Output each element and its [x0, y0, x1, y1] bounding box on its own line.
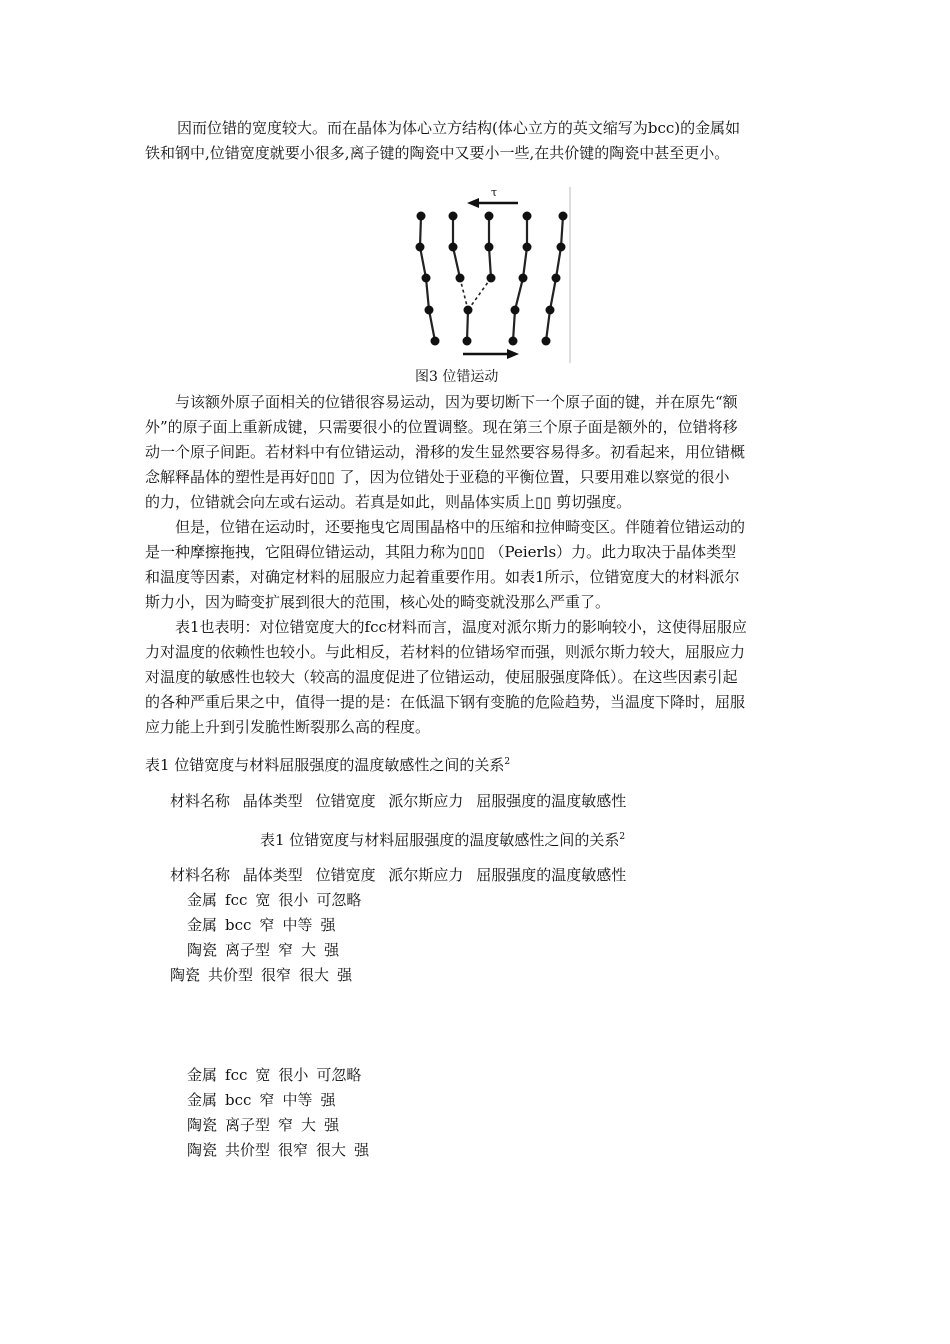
table-cell: 很大 [299, 966, 330, 984]
table-cell: 强 [324, 941, 340, 959]
shear-arrow-bottom [463, 349, 519, 359]
table-cell: 窄 [278, 941, 294, 959]
table-cell: 离子型 [225, 941, 271, 959]
table-cell: bcc [225, 916, 252, 934]
table-cell: 陶瓷 [170, 966, 201, 984]
table-cell: fcc [225, 1066, 248, 1084]
header-cell: 材料名称 [170, 792, 231, 810]
text-line: 是一种摩擦拖拽，它阻碍位错运动，其阻力称为▯▯▯ （Peierls）力。此力取决于晶体类型 [145, 543, 737, 561]
dislocation-figure [405, 185, 575, 365]
table-cell: 陶瓷 [187, 1141, 218, 1159]
table-row [187, 940, 339, 960]
table-cell: 强 [337, 966, 353, 984]
table-cell: 金属 [187, 891, 218, 909]
header-cell: 晶体类型 [242, 792, 303, 810]
table-row [187, 915, 335, 935]
text-line: 应力能上升到引发脆性断裂那么高的程度。 [145, 718, 431, 736]
table-cell: 强 [320, 1091, 336, 1109]
table-cell: 宽 [255, 891, 271, 909]
text-line: 铁和钢中,位错宽度就要小很多,离子键的陶瓷中又要小一些,在共价键的陶瓷中甚至更小。 [145, 144, 730, 162]
table-cell: 陶瓷 [187, 941, 218, 959]
table-title-text: 表1 位错宽度与材料屈服强度的温度敏感性之间的关系 [260, 831, 620, 849]
table-cell: 宽 [255, 1066, 271, 1084]
text-line: 的各种严重后果之中，值得一提的是：在低温下钢有变脆的危险趋势，当温度下降时，屈服 [145, 693, 746, 711]
table-header [170, 865, 626, 885]
table-row [170, 965, 352, 985]
header-cell: 派尔斯应力 [388, 866, 464, 884]
table-row [187, 1115, 339, 1135]
table-cell: 陶瓷 [187, 1116, 218, 1134]
table-title-centered [260, 830, 625, 850]
table-cell: 可忽略 [316, 1066, 362, 1084]
table-cell: 强 [320, 916, 336, 934]
table-cell: 离子型 [225, 1116, 271, 1134]
header-cell: 位错宽度 [315, 792, 376, 810]
table-cell: 中等 [282, 916, 313, 934]
header-cell: 位错宽度 [315, 866, 376, 884]
paragraph-3 [145, 515, 810, 615]
text-line: 但是，位错在运动时，还要拖曳它周围晶格中的压缩和拉伸畸变区。伴随着位错运动的 [175, 518, 746, 536]
table-cell: fcc [225, 891, 248, 909]
header-cell: 屈服强度的温度敏感性 [476, 792, 627, 810]
text-line: 念解释晶体的塑性是再好▯▯▯ 了，因为位错处于亚稳的平衡位置，只要用难以察觉的很小 [145, 468, 730, 486]
table-cell: 很窄 [278, 1141, 309, 1159]
table-cell: 大 [301, 1116, 317, 1134]
table-row [187, 1090, 335, 1110]
table-row [187, 1065, 361, 1085]
table-cell: 窄 [259, 916, 275, 934]
table-cell: 强 [354, 1141, 370, 1159]
text-line: 表1也表明：对位错宽度大的fcc材料而言，温度对派尔斯力的影响较小，这使得屈服应 [175, 618, 747, 636]
paragraph-1 [145, 116, 810, 166]
text-line: 动一个原子间距。若材料中有位错运动，滑移的发生显然要容易得多。初看起来，用位错概 [145, 443, 746, 461]
table-cell: 强 [324, 1116, 340, 1134]
text-line: 的力，位错就会向左或右运动。若真是如此，则晶体实质上▯▯ 剪切强度。 [145, 493, 632, 511]
text-line: 斯力小，因为畸变扩展到很大的范围，核心处的畸变就没那么严重了。 [145, 593, 611, 611]
table-cell: 金属 [187, 916, 218, 934]
text-line: 因而位错的宽度较大。而在晶体为体心立方结构(体心立方的英文缩写为bcc)的金属如 [177, 119, 741, 137]
text-line: 外”的原子面上重新成键，只需要很小的位置调整。现在第三个原子面是额外的，位错将移 [145, 418, 738, 436]
text-line: 与该额外原子面相关的位错很容易运动，因为要切断下一个原子面的键，并在原先“额 [175, 393, 738, 411]
shear-arrow-top [467, 198, 518, 208]
text-line: 力对温度的依赖性也较小。与此相反，若材料的位错场窄而强，则派尔斯力较大，屈服应力 [145, 643, 746, 661]
table-cell: 中等 [282, 1091, 313, 1109]
table-row [187, 890, 361, 910]
table-row [187, 1140, 369, 1160]
table-header [170, 791, 626, 811]
table-title-sup: 2 [619, 832, 626, 842]
figure-caption: 图3 位错运动 [415, 369, 499, 385]
header-cell: 派尔斯应力 [388, 792, 464, 810]
table-cell: 共价型 [208, 966, 254, 984]
paragraph-4 [145, 615, 810, 740]
table-title-sup: 2 [504, 757, 511, 767]
paragraph-2 [145, 390, 810, 515]
table-title-text: 表1 位错宽度与材料屈服强度的温度敏感性之间的关系 [145, 756, 505, 774]
table-cell: bcc [225, 1091, 252, 1109]
header-cell: 屈服强度的温度敏感性 [476, 866, 627, 884]
text-line: 对温度的敏感性也较大（较高的温度促进了位错运动，使屈服强度降低）。在这些因素引起 [145, 668, 738, 686]
table-cell: 窄 [278, 1116, 294, 1134]
header-cell: 材料名称 [170, 866, 231, 884]
table-cell: 共价型 [225, 1141, 271, 1159]
tau-label: τ [491, 186, 498, 199]
table-title [145, 755, 510, 775]
table-cell: 很大 [316, 1141, 347, 1159]
table-cell: 窄 [259, 1091, 275, 1109]
table-cell: 很窄 [261, 966, 292, 984]
table-cell: 金属 [187, 1066, 218, 1084]
table-cell: 很小 [278, 1066, 309, 1084]
table-cell: 可忽略 [316, 891, 362, 909]
broken-bonds [460, 278, 491, 310]
atoms [416, 212, 568, 346]
text-line: 和温度等因素，对确定材料的屈服应力起着重要作用。如表1所示，位错宽度大的材料派尔 [145, 568, 740, 586]
table-cell: 大 [301, 941, 317, 959]
header-cell: 晶体类型 [242, 866, 303, 884]
table-cell: 很小 [278, 891, 309, 909]
table-cell: 金属 [187, 1091, 218, 1109]
